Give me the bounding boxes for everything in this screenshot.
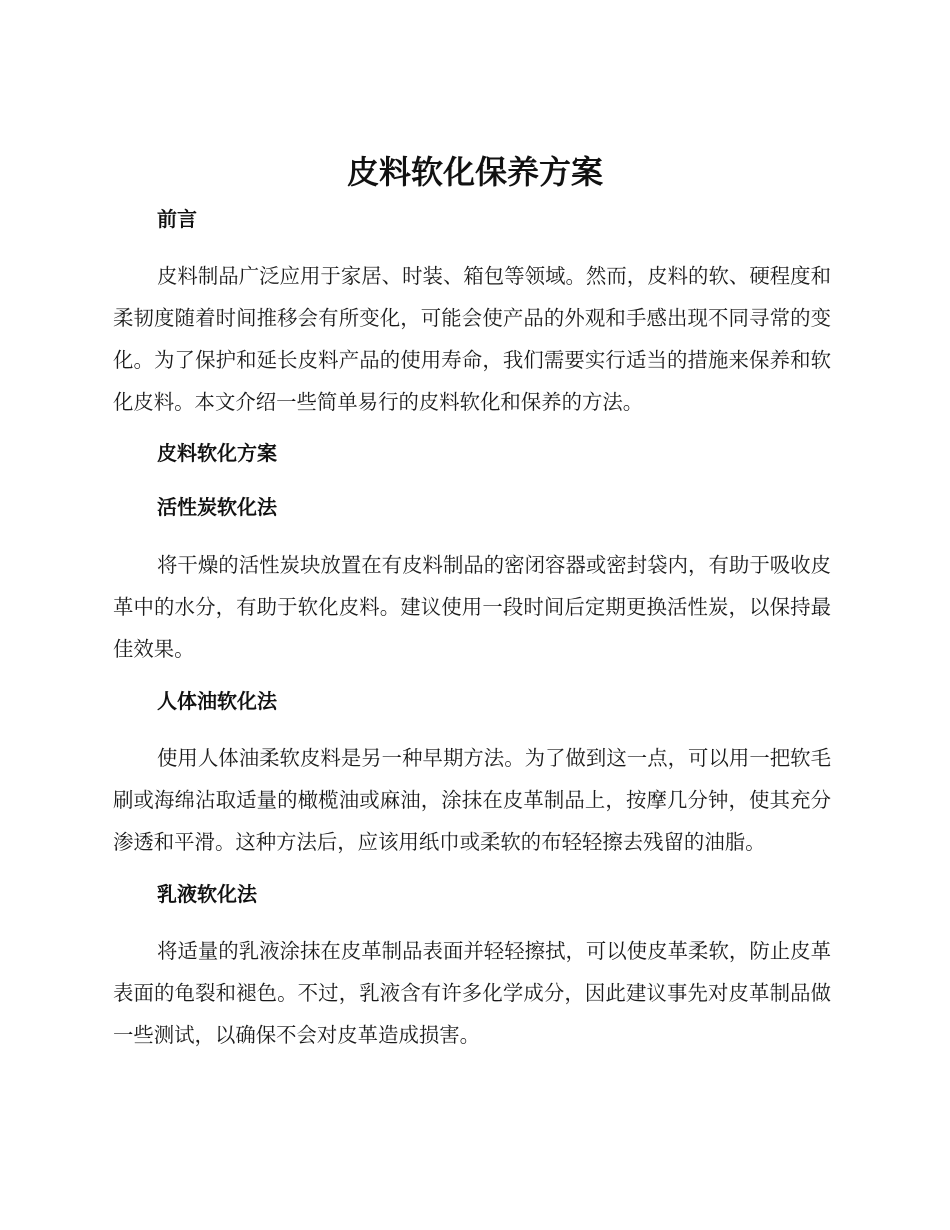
paragraph-oil: 使用人体油柔软皮料是另一种早期方法。为了做到这一点，可以用一把软毛刷或海绵沾取适量的橄榄油或麻油，涂抹在皮革制品上，按摩几分钟，使其充分渗透和平滑。这种方法后，应该用纸巾或柔软的布轻轻擦去残留的油脂。: [113, 746, 831, 854]
document-title: 皮料软化保养方案: [346, 153, 603, 191]
section-heading-preface: 前言: [157, 207, 197, 231]
paragraph-lotion: 将适量的乳液涂抹在皮革制品表面并轻轻擦拭，可以使皮革柔软，防止皮革表面的龟裂和褪色。不过，乳液含有许多化学成分，因此建议事先对皮革制品做一些测试，以确保不会对皮革造成损害。: [113, 939, 831, 1047]
subsection-heading-lotion: 乳液软化法: [157, 882, 257, 906]
document-body: [113, 200, 831, 1056]
paragraph-preface: 皮料制品广泛应用于家居、时装、箱包等领域。然而，皮料的软、硬程度和柔韧度随着时间推移会有所变化，可能会使产品的外观和手感出现不同寻常的变化。为了保护和延长皮料产品的使用寿命，我们需要实行适当的措施来保养和软化皮料。本文介绍一些简单易行的皮料软化和保养的方法。: [113, 264, 831, 414]
section-heading-softening-plan: 皮料软化方案: [157, 441, 277, 465]
subsection-heading-charcoal: 活性炭软化法: [157, 495, 277, 519]
paragraph-charcoal: 将干燥的活性炭块放置在有皮料制品的密闭容器或密封袋内，有助于吸收皮革中的水分，有助于软化皮料。建议使用一段时间后定期更换活性炭，以保持最佳效果。: [113, 553, 831, 661]
subsection-heading-oil: 人体油软化法: [157, 689, 277, 713]
